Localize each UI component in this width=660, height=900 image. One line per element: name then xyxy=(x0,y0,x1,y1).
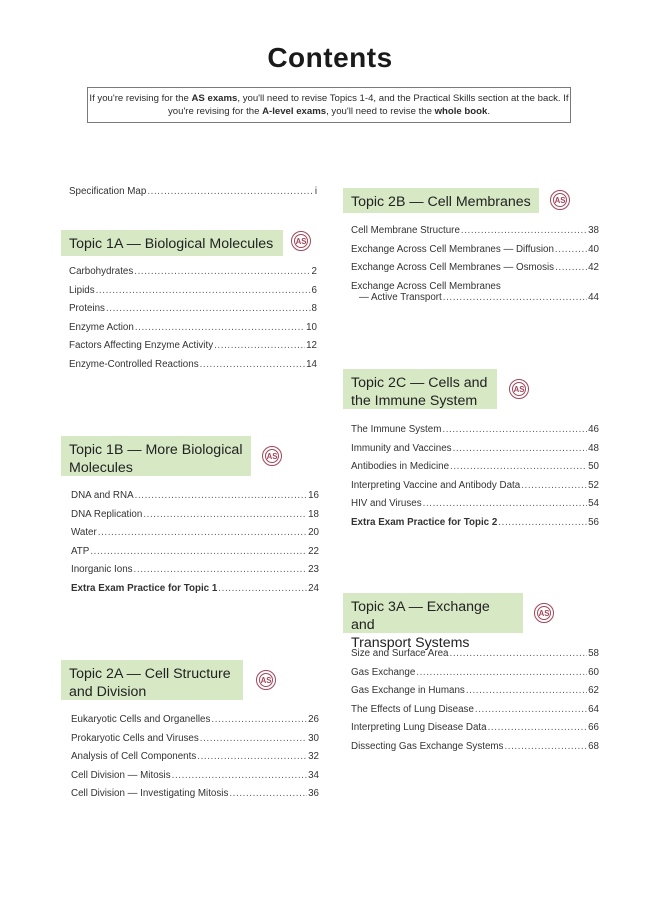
as-badge-icon: AS xyxy=(509,379,529,399)
toc-entry[interactable] xyxy=(351,722,599,741)
toc-entry-label: The Effects of Lung Disease xyxy=(351,703,474,715)
toc-entry-label-line2: — Active Transport xyxy=(359,291,442,303)
topic-3a-header xyxy=(343,593,523,651)
topic-title-line1: Topic 2A — Cell Structure xyxy=(69,666,231,682)
toc-entry-extra-practice[interactable] xyxy=(71,583,319,602)
leader-dots xyxy=(218,583,307,594)
topic-1a-header xyxy=(61,230,283,256)
toc-entry-page: 52 xyxy=(588,479,599,491)
toc-entry-label: Extra Exam Practice for Topic 1 xyxy=(71,582,218,594)
toc-entry-page: 44 xyxy=(588,291,599,303)
toc-entry-page: 34 xyxy=(308,769,319,781)
toc-entry-page: 64 xyxy=(588,703,599,715)
toc-entry-page: 32 xyxy=(308,751,319,763)
topic-title-line2: the Immune System xyxy=(351,393,478,409)
as-badge-icon: AS xyxy=(262,446,282,466)
toc-entry-page: 38 xyxy=(588,225,599,236)
toc-entry-page: 12 xyxy=(306,340,317,352)
toc-entry-extra-practice[interactable] xyxy=(351,517,599,536)
toc-entry-label: Extra Exam Practice for Topic 2 xyxy=(351,516,498,528)
toc-entry[interactable] xyxy=(351,461,599,480)
toc-entry-label: The Immune System xyxy=(351,424,442,435)
toc-entry[interactable] xyxy=(351,424,599,443)
topic-title: Topic 1A — Biological Molecules xyxy=(69,236,274,252)
leader-dots xyxy=(200,733,307,744)
toc-entry-label: Gas Exchange in Humans xyxy=(351,685,465,697)
spec-map-entry-wrap xyxy=(69,186,317,205)
toc-entry[interactable] xyxy=(351,648,599,667)
leader-dots xyxy=(461,225,587,236)
toc-entry-page: 62 xyxy=(588,685,599,697)
toc-entry[interactable] xyxy=(351,480,599,499)
leader-dots xyxy=(488,722,587,733)
toc-entry-page: 66 xyxy=(588,722,599,734)
toc-entry-label: Size and Surface Area xyxy=(351,648,449,659)
toc-entry-page: i xyxy=(314,186,317,197)
intro-box xyxy=(87,87,571,123)
topic-1b-header xyxy=(61,436,251,476)
toc-entry[interactable] xyxy=(351,685,599,704)
intro-text-4: . xyxy=(487,106,491,117)
toc-entry-page: 22 xyxy=(308,545,319,557)
leader-dots xyxy=(442,424,587,435)
toc-entry-label: DNA Replication xyxy=(71,508,143,520)
topic-1a-list xyxy=(69,266,317,378)
toc-entry[interactable] xyxy=(351,741,599,760)
intro-text-3: , you'll need to revise the xyxy=(326,106,435,117)
toc-entry-page: 50 xyxy=(588,461,599,473)
toc-entry-page: 56 xyxy=(588,516,599,528)
toc-entry-page: 54 xyxy=(588,498,599,510)
leader-dots xyxy=(214,340,305,351)
toc-entry-label: Exchange Across Cell Membranes — Diffusion xyxy=(351,243,554,255)
leader-dots xyxy=(135,490,307,501)
toc-entry-label: ATP xyxy=(71,545,90,557)
toc-entry-label: Dissecting Gas Exchange Systems xyxy=(351,740,504,752)
intro-text-1: If you're revising for the xyxy=(89,93,192,104)
leader-dots xyxy=(90,546,307,557)
toc-entry[interactable] xyxy=(71,770,319,789)
leader-dots xyxy=(229,788,307,799)
toc-entry-page: 14 xyxy=(306,358,317,370)
toc-entry-label: Cell Division — Mitosis xyxy=(71,769,171,781)
as-badge-icon: AS xyxy=(534,603,554,623)
toc-entry[interactable] xyxy=(69,285,317,304)
toc-entry-page: 20 xyxy=(308,527,319,539)
toc-entry[interactable] xyxy=(351,262,599,281)
toc-entry[interactable] xyxy=(71,527,319,546)
topic-2c-list xyxy=(351,424,599,536)
toc-entry-page: 16 xyxy=(308,490,319,501)
leader-dots xyxy=(134,266,310,277)
topic-2b-list xyxy=(351,225,599,311)
topic-title-line2: and Division xyxy=(69,684,147,700)
toc-entry-label: Cell Membrane Structure xyxy=(351,225,460,236)
leader-dots xyxy=(555,262,587,273)
toc-entry-label: Analysis of Cell Components xyxy=(71,751,197,763)
toc-entry-page: 60 xyxy=(588,666,599,678)
toc-entry-page: 40 xyxy=(588,243,599,255)
topic-title-line1: Topic 3A — Exchange and xyxy=(351,599,490,633)
toc-entry-page: 10 xyxy=(306,321,317,333)
toc-entry-page: 30 xyxy=(308,732,319,744)
toc-entry-label: Interpreting Lung Disease Data xyxy=(351,722,487,734)
page-title: Contents xyxy=(267,42,393,73)
leader-dots xyxy=(106,303,311,314)
toc-entry-label: Inorganic Ions xyxy=(71,564,133,576)
toc-entry-label: Proteins xyxy=(69,303,105,315)
leader-dots xyxy=(98,527,307,538)
leader-dots xyxy=(498,517,587,528)
toc-entry-page: 42 xyxy=(588,262,599,274)
leader-dots xyxy=(423,498,587,509)
intro-bold-whole: whole book xyxy=(434,106,488,117)
leader-dots xyxy=(172,770,307,781)
topic-title-line1: Topic 1B — More Biological xyxy=(69,442,243,458)
toc-entry[interactable] xyxy=(69,340,317,359)
toc-entry-label: Enzyme Action xyxy=(69,321,134,333)
toc-entry-label: Gas Exchange xyxy=(351,666,416,678)
toc-entry-label: Cell Division — Investigating Mitosis xyxy=(71,788,229,800)
intro-bold-alevel: A-level exams xyxy=(262,106,327,117)
topic-title: Topic 2B — Cell Membranes xyxy=(351,194,531,210)
toc-entry-label: Antibodies in Medicine xyxy=(351,461,450,473)
topic-2c-header xyxy=(343,369,497,409)
topic-2b-header xyxy=(343,188,539,213)
toc-entry-page: 6 xyxy=(311,284,317,296)
toc-entry[interactable] xyxy=(71,509,319,528)
toc-entry-label: Lipids xyxy=(69,284,95,296)
toc-entry-label: Eukaryotic Cells and Organelles xyxy=(71,714,211,725)
toc-entry-label: Factors Affecting Enzyme Activity xyxy=(69,340,214,352)
topic-2a-header xyxy=(61,660,243,700)
leader-dots xyxy=(96,285,311,296)
toc-entry-label: Interpreting Vaccine and Antibody Data xyxy=(351,479,521,491)
toc-entry[interactable] xyxy=(71,546,319,565)
toc-entry-page: 8 xyxy=(311,303,317,315)
as-badge-icon: AS xyxy=(550,190,570,210)
topic-title-line2: Molecules xyxy=(69,460,133,476)
toc-entry-label: Prokaryotic Cells and Viruses xyxy=(71,732,199,744)
toc-entry-label-line1: Exchange Across Cell Membranes xyxy=(351,280,501,292)
leader-dots xyxy=(416,667,587,678)
leader-dots xyxy=(504,741,587,752)
toc-entry[interactable] xyxy=(351,667,599,686)
toc-entry-page: 23 xyxy=(308,564,319,576)
toc-entry-page: 58 xyxy=(588,648,599,659)
toc-entry[interactable] xyxy=(71,714,319,733)
toc-entry-label: Specification Map xyxy=(69,186,147,197)
as-badge-icon: AS xyxy=(256,670,276,690)
toc-entry-page: 26 xyxy=(308,714,319,725)
toc-entry-page: 18 xyxy=(308,508,319,520)
toc-entry[interactable] xyxy=(69,359,317,378)
toc-entry-label: Immunity and Vaccines xyxy=(351,442,452,454)
topic-2a-list xyxy=(71,714,319,807)
intro-bold-as: AS exams xyxy=(191,93,238,104)
toc-entry[interactable] xyxy=(71,788,319,807)
toc-entry-line2 xyxy=(351,292,599,303)
topic-title-line1: Topic 2C — Cells and xyxy=(351,375,488,391)
toc-entry[interactable] xyxy=(351,225,599,244)
leader-dots xyxy=(443,292,587,303)
leader-dots xyxy=(466,685,587,696)
toc-entry-two-line[interactable] xyxy=(351,281,599,303)
toc-entry-page: 2 xyxy=(311,266,317,277)
toc-entry[interactable] xyxy=(351,244,599,263)
toc-entry[interactable] xyxy=(71,564,319,583)
topic-3a-list xyxy=(351,648,599,760)
intro-text-2: , you'll need to revise Topics 1-4, and the Practical Skills section at the back. If you're revising for the xyxy=(167,93,569,117)
leader-dots xyxy=(211,714,307,725)
toc-entry[interactable] xyxy=(351,443,599,462)
toc-entry-label: Water xyxy=(71,527,97,539)
toc-entry[interactable] xyxy=(69,303,317,322)
toc-entry-label: Exchange Across Cell Membranes — Osmosis xyxy=(351,262,555,274)
toc-entry[interactable] xyxy=(351,498,599,517)
leader-dots xyxy=(521,480,587,491)
toc-entry-label: DNA and RNA xyxy=(71,490,134,501)
toc-entry[interactable] xyxy=(69,322,317,341)
toc-entry-label: Enzyme-Controlled Reactions xyxy=(69,358,199,370)
as-badge-icon: AS xyxy=(291,231,311,251)
leader-dots xyxy=(197,751,307,762)
toc-entry[interactable] xyxy=(69,266,317,285)
leader-dots xyxy=(134,564,308,575)
leader-dots xyxy=(450,461,587,472)
leader-dots xyxy=(555,244,587,255)
leader-dots xyxy=(143,509,307,520)
topic-1b-list xyxy=(71,490,319,602)
toc-entry-page: 48 xyxy=(588,442,599,454)
leader-dots xyxy=(135,322,305,333)
toc-entry-spec-map[interactable] xyxy=(69,186,317,205)
topic-title-line2: Transport Systems xyxy=(351,635,470,651)
toc-entry-label: Carbohydrates xyxy=(69,266,134,277)
leader-dots xyxy=(475,704,587,715)
leader-dots xyxy=(147,186,313,197)
leader-dots xyxy=(453,443,588,454)
leader-dots xyxy=(200,359,306,370)
leader-dots xyxy=(450,648,588,659)
toc-entry[interactable] xyxy=(71,490,319,509)
toc-entry[interactable] xyxy=(71,733,319,752)
toc-entry-page: 46 xyxy=(588,424,599,435)
toc-entry[interactable] xyxy=(71,751,319,770)
toc-entry-page: 68 xyxy=(588,740,599,752)
toc-entry[interactable] xyxy=(351,704,599,723)
toc-entry-label: HIV and Viruses xyxy=(351,498,422,510)
toc-entry-page: 24 xyxy=(308,582,319,594)
toc-entry-page: 36 xyxy=(308,788,319,800)
